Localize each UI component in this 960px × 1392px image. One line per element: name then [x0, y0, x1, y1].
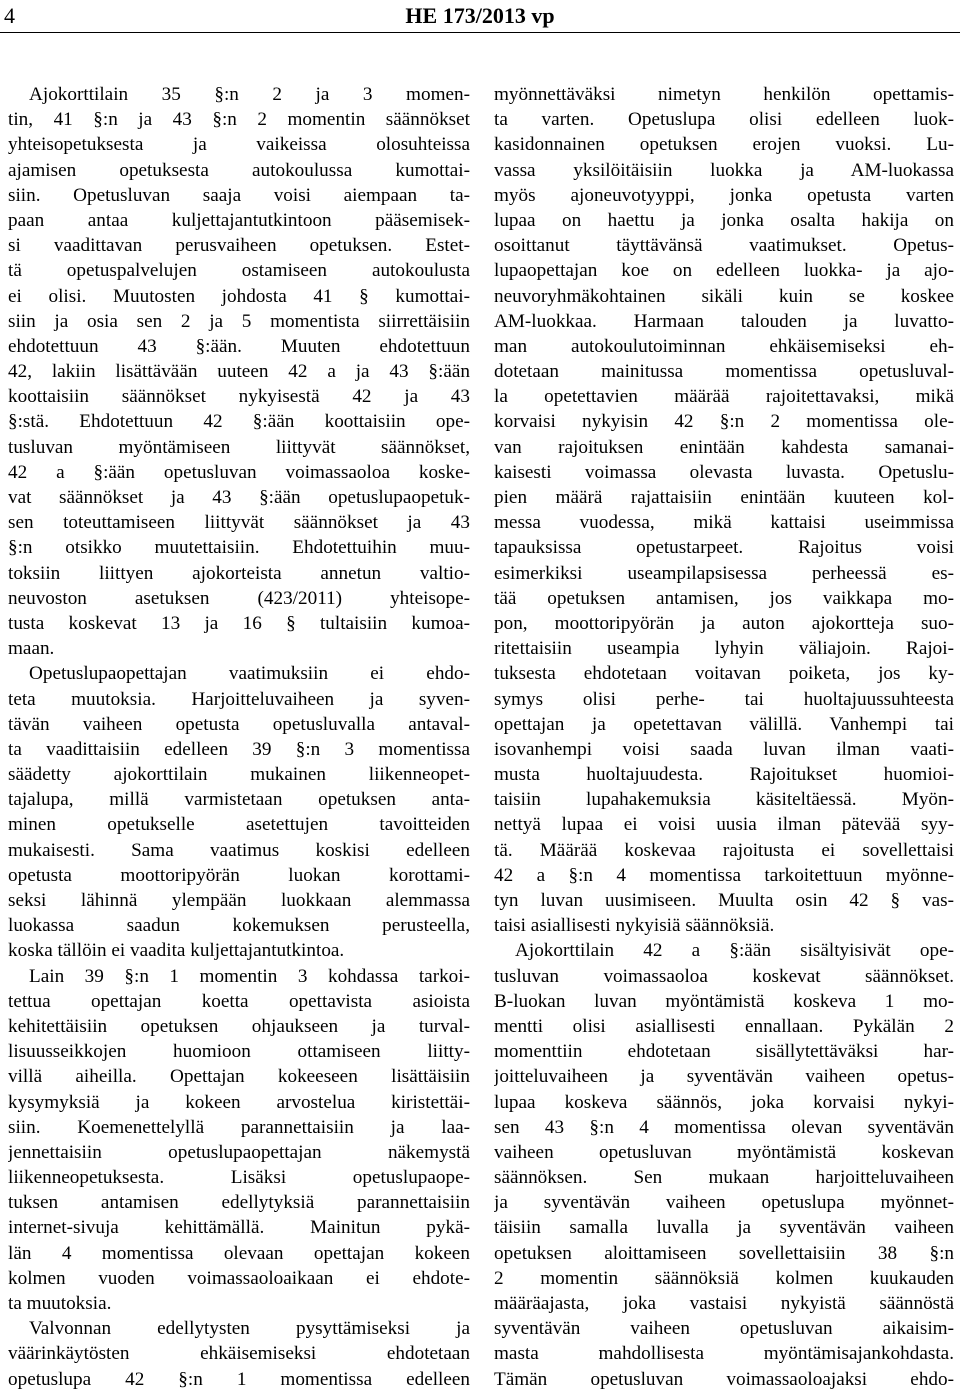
text-line: opetuksen aloittamiseen sovellettaisiin 38 §:n — [494, 1242, 954, 1264]
text-line: minen opetukselle asetettujen tavoitteiden — [8, 814, 470, 836]
text-line: ei olisi. Muutosten johdosta 41 § kumottai- — [8, 285, 470, 307]
text-line: tin, 41 §:n ja 43 §:n 2 momentin säännökset — [8, 109, 470, 131]
right-text-column — [494, 82, 954, 1392]
text-line: 2 momentin säännöksiä kolmen kuukauden — [494, 1267, 954, 1289]
text-line: §:stä. Ehdotettuun 42 §:ään koottaisiin ope- — [8, 411, 470, 433]
text-line: myönnettäväksi nimetyn henkilön opettamis- — [494, 84, 954, 105]
text-line: täisiin samalla luvalla ja syventävän vaiheen — [494, 1217, 954, 1239]
text-line: tusluvan myöntämiseen liittyvät säännökset, — [8, 436, 470, 458]
text-line: ja syventävän vaiheen opetuslupa myönnet- — [494, 1192, 954, 1214]
text-line: ta muutoksia. — [8, 1293, 112, 1314]
text-line: Lain 39 §:n 1 momentin 3 kohdassa tarkoi- — [29, 965, 470, 987]
text-line: siin. Opetusluvan saaja voisi aiempaan ta- — [8, 184, 470, 206]
text-line: siin ja osia sen 2 ja 5 momentista siirrettäisiin — [8, 310, 470, 332]
text-line: kasidonnainen opetuksen erojen vuoksi. Lu- — [494, 134, 954, 156]
text-line: koska tällöin ei vaadita kuljettajantutkintoa. — [8, 940, 345, 962]
text-line: tävän vaiheen opetusta opetusluvalla antaval- — [8, 713, 470, 735]
text-line: kolmen vuoden voimassaoloaikaan ei ehdote- — [8, 1267, 470, 1289]
text-line: määräajasta, joka vastaisi nykyistä säännöstä — [494, 1293, 954, 1314]
text-line: Opetuslupaopettajan vaatimuksiin ei ehdo- — [29, 663, 470, 685]
page-header — [0, 0, 960, 34]
page-number: 4 — [4, 3, 15, 28]
text-line: pon, moottoripyörän ja auton ajokortteja suo- — [494, 612, 954, 634]
text-line: si vaadittavan perusvaiheen opetuksen. Estet- — [8, 235, 470, 257]
text-line: villä aiheilla. Opettajan kokeeseen lisättäisiin — [8, 1066, 470, 1088]
text-line: paan antaa kuljettajantutkintoon pääsemisek- — [8, 209, 470, 231]
text-line: tettua opettajan koetta opettavista asioista — [8, 990, 470, 1012]
text-line: joitteluvaiheen ja syventävän vaiheen opetus- — [494, 1066, 954, 1088]
text-line: lupaa koskeva säännös, joka korvaisi nykyi- — [494, 1091, 954, 1113]
text-line: kehitettäisiin opetuksen ohjaukseen ja turval- — [8, 1015, 470, 1037]
text-line: messa vuodessa, mikä kattaisi useimmissa — [494, 512, 954, 534]
text-line: jennettaisiin opetuslupaopettajan näkemystä — [8, 1141, 470, 1163]
text-line: luokassa saadun kokemuksen perusteella, — [8, 915, 470, 937]
text-line: Valvonnan edellytysten pysyttämiseksi ja — [29, 1318, 470, 1340]
text-line: dotetaan mainitussa momentissa opetusluval- — [494, 361, 954, 383]
text-line: Ajokorttilain 35 §:n 2 ja 3 momen- — [29, 84, 470, 105]
text-line: mentti olisi asiallisesti ennallaan. Pykälän 2 — [494, 1015, 954, 1037]
text-line: tuksen antamisen edellytyksiä parannettaisiin — [8, 1192, 470, 1214]
text-line: tä. Määrää koskevaa rajoitusta ei sovellettaisi — [494, 839, 954, 861]
text-line: mukaisesti. Sama vaatimus koskisi edelleen — [8, 839, 470, 861]
text-line: 42 a §:n 4 momentissa tarkoitettuun myönne- — [494, 864, 954, 886]
text-line: man autokoulutoiminnan ehkäisemiseksi eh- — [494, 335, 954, 357]
text-line: koottaisiin säännökset nykyisestä 42 ja 43 — [8, 386, 470, 408]
text-line: isovanhempi voisi saada luvan ilman vaati- — [494, 738, 954, 760]
text-line: ta vaadittaisiin edelleen 39 §:n 3 momentissa — [8, 738, 470, 760]
text-line: opettajan ja opetettavan välillä. Vanhempi tai — [494, 713, 954, 735]
text-line: pien määrä rajattaisiin enintään kuuteen kol- — [494, 487, 954, 508]
text-line: §:n otsikko muutettaisiin. Ehdotettuihin muu- — [8, 537, 470, 559]
text-line: tapauksissa opetustarpeet. Rajoitus voisi — [494, 537, 954, 559]
text-line: symys olisi perhe- tai huoltajuussuhteesta — [494, 688, 954, 710]
text-line: momenttiin ehdotetaan sisällytettäväksi har- — [494, 1041, 954, 1063]
text-line: kaisesti voimassa olevasta luvasta. Opetuslu- — [494, 461, 954, 483]
left-text-column — [8, 82, 470, 1392]
text-line: neuvoston asetuksen (423/2011) yhteisope- — [8, 587, 470, 609]
text-line: tusta koskevat 13 ja 16 § tultaisiin kumoa- — [8, 612, 470, 634]
text-line: sen toteuttamiseen liittyvät säännökset ja 43 — [8, 512, 470, 534]
text-line: ehdotettuun 43 §:ään. Muuten ehdotettuun — [8, 335, 470, 357]
text-line: taisiin lupahakemuksia käsiteltäessä. Myön- — [494, 789, 954, 811]
text-line: syventävän vaiheen opetusluvan aikaisim- — [494, 1318, 954, 1340]
text-line: vassa yksilöitäisiin luokka ja AM-luokassa — [494, 159, 954, 181]
text-line: tyn luvan uusimiseen. Muulta osin 42 § vas- — [494, 890, 954, 911]
document-id: HE 173/2013 vp — [405, 3, 555, 28]
text-line: vat säännökset ja 43 §:ään opetuslupaopetuk- — [8, 487, 470, 508]
text-line: musta huoltajuudesta. Rajoitukset huomioi- — [494, 764, 954, 786]
text-line: ajamisen opetuksesta autokoulussa kumottai- — [8, 159, 470, 181]
text-line: 42 a §:ään opetusluvan voimassaoloa koske- — [8, 461, 470, 483]
text-line: 42, lakiin lisättävään uuteen 42 a ja 43 §:ään — [8, 361, 470, 383]
text-line: nettyä lupaa ei voisi uusia ilman pätevää syy- — [494, 814, 954, 836]
text-line: tä opetuspalvelujen ostamiseen autokoulusta — [8, 260, 470, 282]
text-line: korvaisi nykyisin 42 §:n 2 momentissa ole- — [494, 411, 954, 433]
text-line: neuvoryhmäkohtainen sikäli kuin se koskee — [494, 285, 954, 307]
text-line: esimerkiksi useampilapsisessa perheessä es- — [494, 562, 954, 584]
text-line: lupaa on haettu ja jonka osalta hakija on — [494, 209, 954, 231]
text-line: Tämän opetusluvan voimassaoloajaksi ehdo- — [494, 1368, 954, 1390]
text-line: internet-sivuja kehittämällä. Mainitun pykä- — [8, 1217, 470, 1239]
text-line: säännöksen. Sen mukaan harjoitteluvaiheen — [494, 1167, 954, 1189]
text-line: lisuusseikkojen huomioon ottamiseen liitty- — [8, 1041, 470, 1063]
text-line: ritettaisiin useampia lyhyin väliajoin. Rajoi- — [494, 638, 954, 660]
text-line: la opetettavien määrää rajoitettavaksi, mikä — [494, 386, 954, 408]
text-line: tusluvan voimassaoloa koskevat säännökset. — [494, 965, 954, 987]
text-line: tajalupa, millä varmistetaan opetuksen anta- — [8, 789, 470, 811]
text-line: lupaopettajan koe on edelleen luokka- ja ajo- — [494, 260, 954, 282]
text-line: masta mahdollisesta myöntämisajankohdasta. — [494, 1343, 954, 1365]
text-line: sen 43 §:n 4 momentissa olevan syventävän — [494, 1116, 954, 1138]
text-line: myös ajoneuvotyyppi, jonka opetusta varten — [494, 184, 954, 206]
text-line: opetuslupa 42 §:n 1 momentissa edelleen — [8, 1368, 470, 1390]
text-line: opetusta moottoripyörän luokan korottami- — [8, 864, 470, 886]
text-line: taisi asiallisesti nykyisiä säännöksiä. — [494, 915, 775, 937]
text-line: tää opetuksen antamisen, jos vaikkapa mo- — [494, 587, 954, 609]
text-line: säädetty ajokorttilain mukainen liikenneopet- — [8, 764, 470, 786]
text-line: van rajoituksen enintään kahdesta samanai- — [494, 436, 954, 458]
text-line: ta varten. Opetuslupa olisi edelleen luok- — [494, 109, 954, 131]
text-line: yhteisopetuksesta ja vaikeissa olosuhteissa — [8, 134, 470, 156]
text-line: toksiin liittyen ajokorteista annetun valtio- — [8, 562, 470, 584]
text-line: väärinkäytösten ehkäisemiseksi ehdotetaan — [8, 1343, 470, 1365]
text-line: B-luokan luvan myöntämistä koskeva 1 mo- — [494, 990, 954, 1012]
text-line: vaiheen opetusluvan myöntämistä koskevan — [494, 1141, 954, 1163]
header-rule — [0, 32, 960, 33]
text-line: Ajokorttilain 42 a §:ään sisältyisivät ope- — [515, 940, 954, 962]
text-line: AM-luokkaa. Harmaan talouden ja luvatto- — [494, 310, 954, 332]
text-line: osoittanut täyttävänsä vaatimukset. Opetus- — [494, 235, 954, 257]
text-line: seksi lähinnä ylempään luokkaan alemmassa — [8, 890, 470, 911]
text-line: kysymyksiä ja kokeen arvostelua kiristettäi- — [8, 1091, 470, 1113]
text-line: tuksesta ehdotetaan voitavan poiketa, jos ky- — [494, 663, 954, 685]
text-line: län 4 momentissa olevaan opettajan kokeen — [8, 1242, 470, 1264]
text-line: liikenneopetuksesta. Lisäksi opetuslupaope- — [8, 1167, 470, 1189]
text-line: maan. — [8, 638, 55, 660]
text-line: teta muutoksia. Harjoitteluvaiheen ja syven- — [8, 688, 470, 710]
text-line: siin. Koemenettelyllä parannettaisiin ja laa- — [8, 1116, 470, 1138]
